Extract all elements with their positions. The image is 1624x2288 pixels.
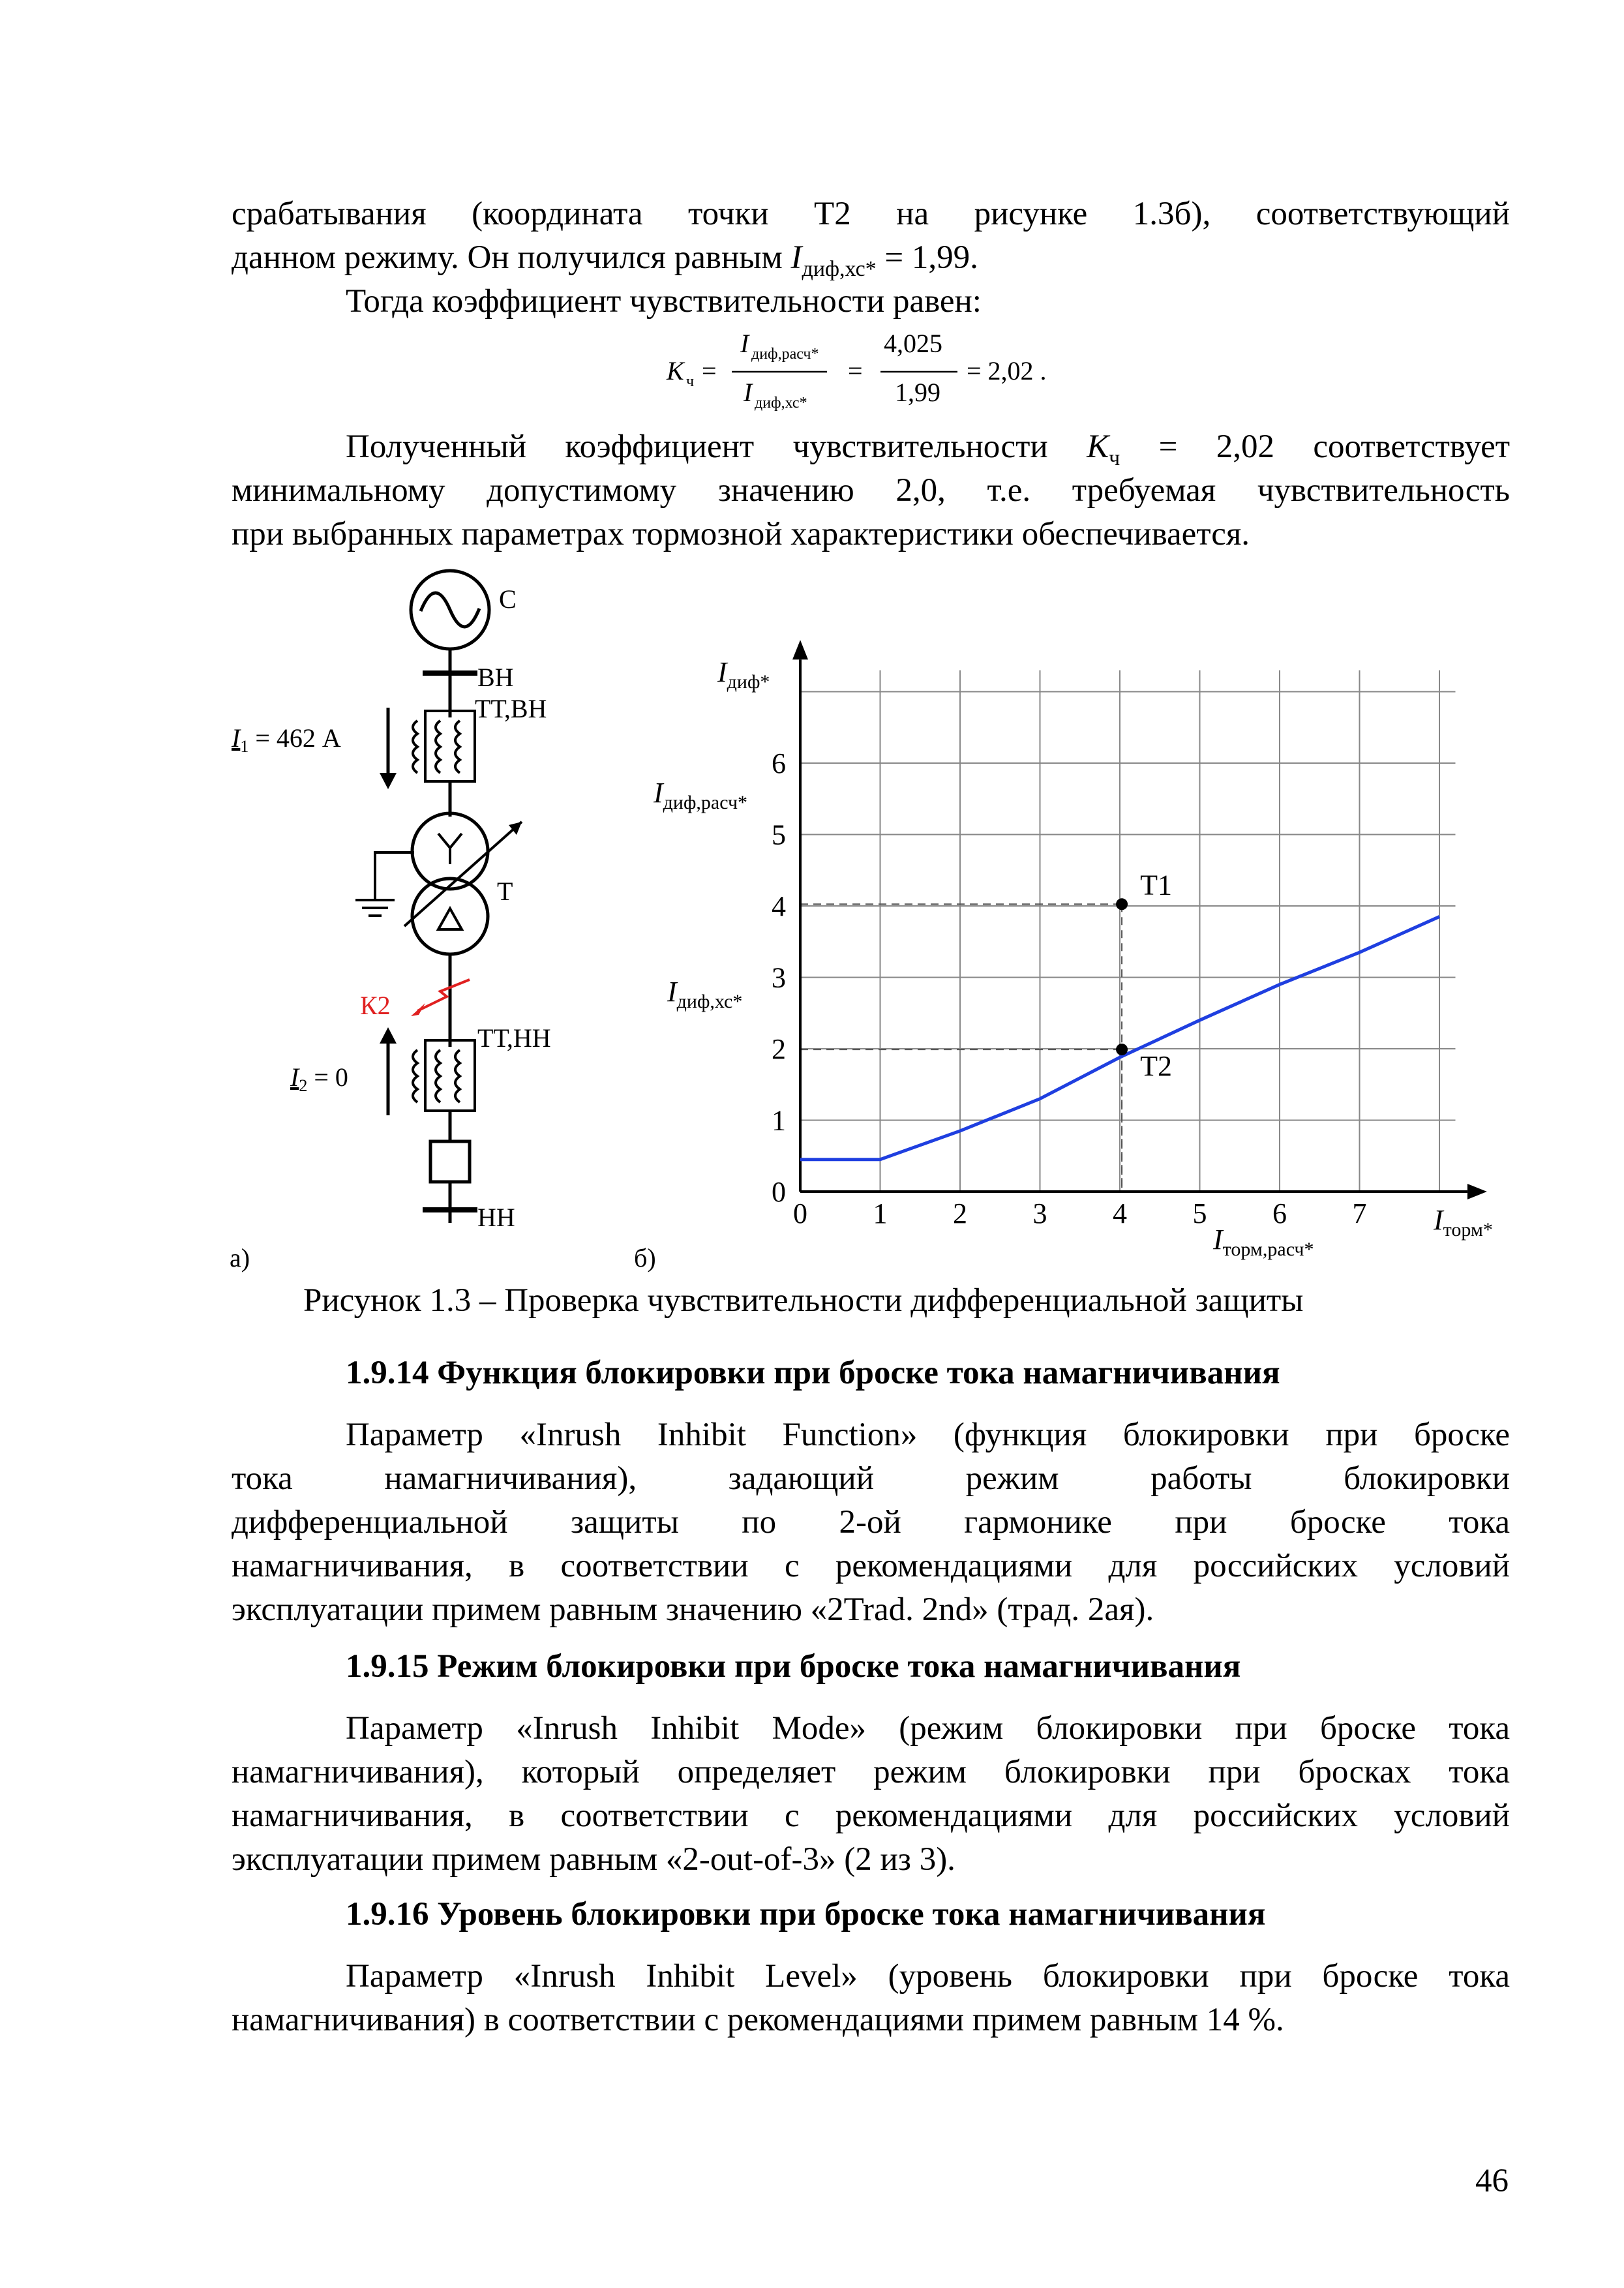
x-tick-label: 7 <box>1352 1197 1367 1229</box>
intro-line-3: Тогда коэффициент чувствительности равен: <box>346 283 982 320</box>
load-icon <box>430 1141 470 1182</box>
y-xc-label: $I_{диф,хс*}$ <box>667 976 743 1012</box>
sec15-line-4: эксплуатации примем равным «2-out-of-3» (2 из 3). <box>232 1841 955 1878</box>
svg-text:=: = <box>702 356 717 385</box>
intro-line-2: данном режиму. Он получился равным $I_{диф,хс*} = 1,99$. <box>232 239 978 281</box>
point-label: Т2 <box>1140 1050 1172 1083</box>
sec16-line-1: Параметр «Inrush Inhibit Level» (уровень блокировки при броске тока <box>346 1958 1510 1994</box>
sec14-line-4: намагничивания, в соответствии с рекомендациями для российских условий <box>232 1548 1510 1584</box>
formula-lhs: K <box>667 356 684 385</box>
point-marker <box>1116 898 1128 910</box>
page-number: 46 <box>1475 2163 1509 2199</box>
ct-lv-label: ТТ,НН <box>477 1023 551 1053</box>
chart-points <box>1116 869 1172 1082</box>
section-15-title: 1.9.15 Режим блокировки при броске тока намагничивания <box>346 1648 1241 1685</box>
panel-a-label: а) <box>230 1243 250 1272</box>
sec14-line-1: Параметр «Inrush Inhibit Function» (функция блокировки при броске <box>346 1417 1510 1453</box>
x-tick-label: 4 <box>1113 1197 1127 1229</box>
formula-num-sub: диф,расч* <box>751 346 819 363</box>
i2-arrow-icon <box>380 1027 397 1044</box>
sec15-line-1: Параметр «Inrush Inhibit Mode» (режим блокировки при броске тока <box>346 1710 1510 1747</box>
x-tick-label: 1 <box>873 1197 888 1229</box>
x-tick-label: 6 <box>1272 1197 1287 1229</box>
result-line-2: минимальному допустимому значению 2,0, т.е. требуемая чувствительность <box>232 472 1510 509</box>
x-tick-label: 0 <box>793 1197 807 1229</box>
differential-characteristic-chart <box>634 646 1539 1285</box>
formula-num-val: 4,025 <box>884 329 942 358</box>
chart-guides <box>800 904 1122 1192</box>
regulation-arrow-icon <box>404 822 522 926</box>
formula-den-val: 1,99 <box>895 378 940 407</box>
x-tick-label: 2 <box>953 1197 967 1229</box>
transformer-label: Т <box>497 877 513 906</box>
x-tick-label: 3 <box>1032 1197 1047 1229</box>
i2-label: $I_2 = 0$ <box>290 1062 348 1095</box>
formula-lhs-sub: ч <box>686 373 695 390</box>
i1-label: $I_1 = 462$ А <box>232 723 341 756</box>
ground-wire <box>375 852 414 900</box>
result-line-3: при выбранных параметрах тормозной характеристики обеспечивается. <box>232 516 1250 552</box>
result-line-1: Полученный коэффициент чувствительности $K_ч = 2,02$ соответствует <box>346 429 1510 470</box>
sec16-line-2: намагничивания) в соответствии с рекомендациями примем равным 14 %. <box>232 2002 1284 2038</box>
star-winding-icon <box>438 834 462 864</box>
formula-num-sym: I <box>740 329 749 358</box>
ct-lv-icon <box>413 1040 475 1111</box>
y-axis-arrow-icon <box>792 640 808 659</box>
ct-hv-icon <box>413 711 475 781</box>
formula-den-sub: диф,хс* <box>755 395 807 412</box>
y-tick-label: 1 <box>772 1104 786 1137</box>
hv-bus-label: ВН <box>477 663 514 692</box>
sec14-line-5: эксплуатации примем равным значению «2Trad. 2nd» (трад. 2ая). <box>232 1591 1154 1628</box>
sec15-line-2: намагничивания), который определяет режим блокировки при бросках тока <box>232 1754 1510 1790</box>
y-tick-label: 2 <box>772 1033 786 1065</box>
y-tick-label: 3 <box>772 961 786 994</box>
x-rasch-label: $I_{торм,расч*}$ <box>1213 1224 1314 1260</box>
point-label: Т1 <box>1140 869 1172 901</box>
formula-result: = 2,02 . <box>967 356 1047 385</box>
source-label: С <box>499 584 517 614</box>
figure-caption: Рисунок 1.3 – Проверка чувствительности дифференциальной защиты <box>303 1282 1304 1319</box>
x-tick-label: 5 <box>1192 1197 1207 1229</box>
svg-text:=: = <box>848 356 863 385</box>
sine-wave-icon <box>421 593 479 627</box>
fault-label: К2 <box>360 991 391 1020</box>
delta-winding-icon <box>438 909 462 929</box>
point-marker <box>1116 1044 1128 1055</box>
chart-ticks <box>772 747 1367 1229</box>
ct-hv-label: ТТ,ВН <box>475 694 547 723</box>
chart-grid <box>800 670 1456 1192</box>
y-tick-label: 5 <box>772 819 786 851</box>
fault-icon <box>417 980 470 1011</box>
formula-den-sym: I <box>744 378 753 407</box>
x-axis-arrow-icon <box>1467 1184 1487 1199</box>
y-axis-label: $I_{диф*}$ <box>717 656 770 693</box>
intro-line-1: срабатывания (координата точки Т2 на рисунке 1.3б), соответствующий <box>232 196 1510 232</box>
section-16-title: 1.9.16 Уровень блокировки при броске тока намагничивания <box>346 1896 1266 1933</box>
sec14-line-2: тока намагничивания), задающий режим работы блокировки <box>232 1460 1510 1497</box>
lv-bus-label: НН <box>477 1203 515 1232</box>
section-14-title: 1.9.14 Функция блокировки при броске тока намагничивания <box>346 1355 1280 1391</box>
panel-b-label: б) <box>634 1243 656 1272</box>
protection-scheme <box>215 561 672 1285</box>
i1-arrow-icon <box>380 773 397 789</box>
y-rasch-label: $I_{диф,расч*}$ <box>654 777 748 813</box>
y-tick-label: 6 <box>772 747 786 779</box>
y-tick-label: 4 <box>772 890 786 922</box>
sensitivity-formula <box>652 326 1109 424</box>
sec14-line-3: дифференциальной защиты по 2-ой гармонике при броске тока <box>232 1504 1510 1541</box>
y-tick-label: 0 <box>772 1176 786 1208</box>
x-axis-label: $I_{торм*}$ <box>1434 1204 1493 1241</box>
sec15-line-3: намагничивания, в соответствии с рекомендациями для российских условий <box>232 1798 1510 1834</box>
chart-axes <box>792 640 1487 1199</box>
